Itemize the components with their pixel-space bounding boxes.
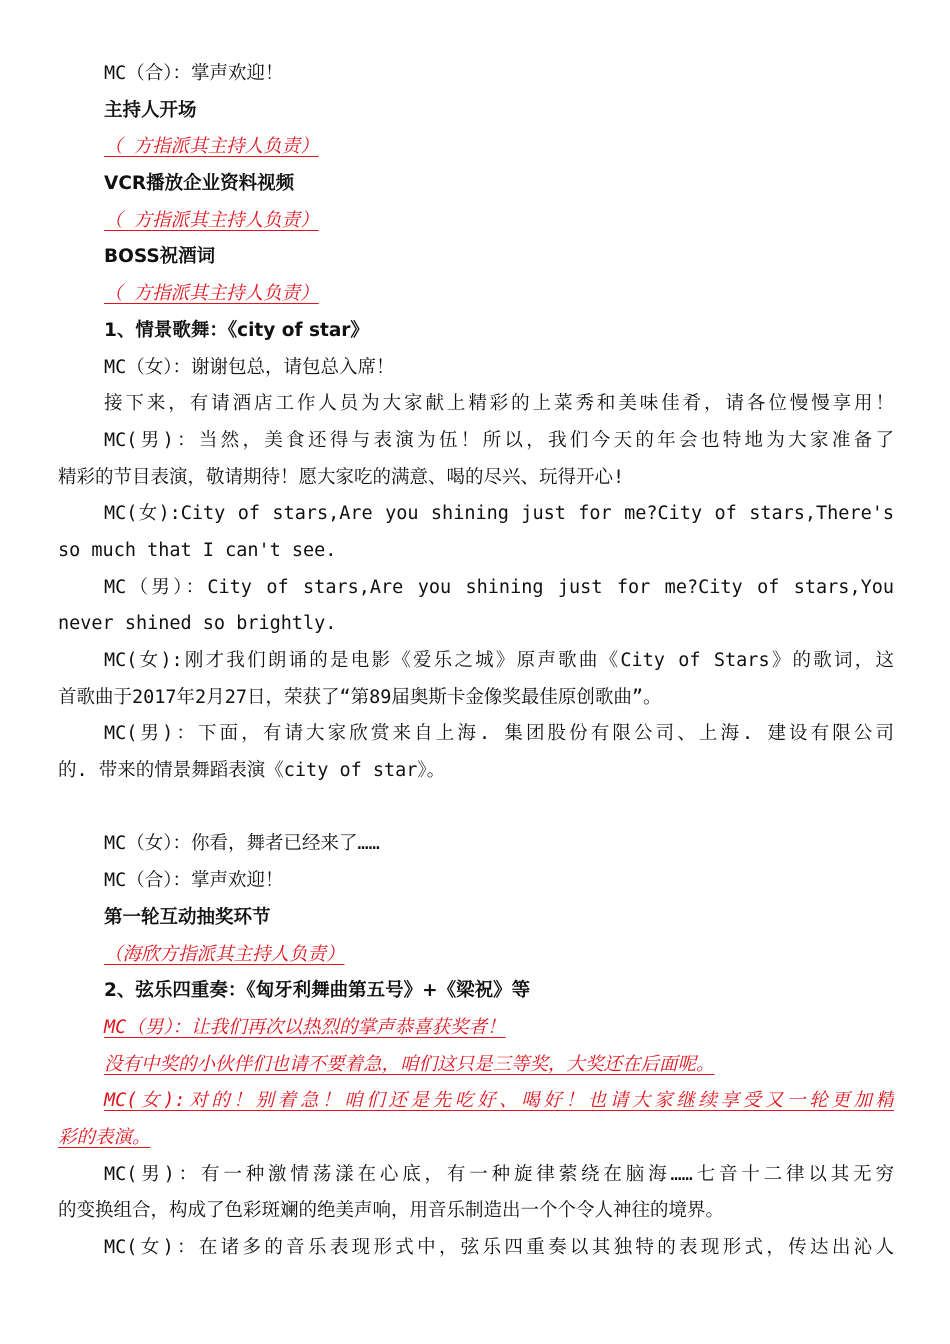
text-line: MC(女):刚才我们朗诵的是电影《爱乐之城》原声歌曲《City of Stars》的歌词，这 — [104, 650, 894, 671]
text-line: so much that I can't see. — [58, 539, 337, 561]
section-heading: 主持人开场 — [104, 99, 197, 121]
section-heading: 第一轮互动抽奖环节 — [104, 906, 271, 928]
text-line: MC（男）：City of stars,Are you shining just for me?City of stars,You — [104, 576, 894, 598]
text-line: 首歌曲于2017年2月27日，荣获了“第89届奥斯卡金像奖最佳原创歌曲”。 — [58, 686, 662, 708]
red-note: 彩的表演。 — [58, 1126, 151, 1148]
text-line: 接下来，有请酒店工作人员为大家献上精彩的上菜秀和美味佳肴，请各位慢慢享用！ — [104, 393, 894, 415]
text-line: MC（女）：谢谢包总，请包总入席！ — [104, 356, 395, 378]
section-heading: VCR播放企业资料视频 — [104, 173, 295, 195]
text-line: MC(女)：在诸多的音乐表现形式中，弦乐四重奏以其独特的表现形式，传达出沁人 — [104, 1237, 894, 1258]
red-note: 没有中奖的小伙伴们也请不要着急，咱们这只是三等奖，大奖还在后面呢。 — [104, 1053, 715, 1075]
text-line: MC（合）：掌声欢迎！ — [104, 870, 284, 892]
document-page — [58, 56, 894, 1267]
red-note: （海欣方指派其主持人负责） — [104, 943, 345, 965]
section-heading: 1、情景歌舞：《city of star》 — [104, 319, 369, 341]
red-note: （ 方指派其主持人负责） — [104, 209, 319, 231]
red-note: （ 方指派其主持人负责） — [104, 136, 319, 158]
red-note: （ 方指派其主持人负责） — [104, 283, 319, 305]
section-heading: BOSS祝酒词 — [104, 246, 216, 268]
text-line: MC(女):City of stars,Are you shining just for me?City of stars,There's — [104, 503, 894, 525]
text-line: MC(男)：有一种激情荡漾在心底，有一种旋律萦绕在脑海……七音十二律以其无穷 — [104, 1163, 894, 1185]
text-line: 的. 带来的情景舞蹈表演《city of star》。 — [58, 760, 446, 782]
section-heading: 2、弦乐四重奏：《匈牙利舞曲第五号》+《梁祝》等 — [104, 980, 531, 1002]
text-line: 精彩的节目表演，敬请期待！愿大家吃的满意、喝的尽兴、玩得开心! — [58, 466, 625, 488]
text-line: MC（女）：你看，舞者已经来了…… — [104, 833, 380, 855]
red-note: MC（男）：让我们再次以热烈的掌声恭喜获奖者！ — [104, 1016, 506, 1038]
text-line: MC(男)：当然，美食还得与表演为伍！所以，我们今天的年会也特地为大家准备了 — [104, 429, 894, 451]
text-line: never shined so brightly. — [58, 613, 337, 635]
blank-line — [58, 790, 894, 827]
text-line: 的变换组合，构成了色彩斑斓的绝美声响，用音乐制造出一个个令人神往的境界。 — [58, 1200, 725, 1222]
text-line: MC（合）：掌声欢迎！ — [104, 63, 284, 84]
text-line: MC(男)：下面，有请大家欣赏来自上海. 集团股份有限公司、上海. 建设有限公司 — [104, 723, 894, 745]
red-note: MC(女):对的！别着急！咱们还是先吃好、喝好！也请大家继续享受又一轮更加精 — [104, 1090, 894, 1112]
